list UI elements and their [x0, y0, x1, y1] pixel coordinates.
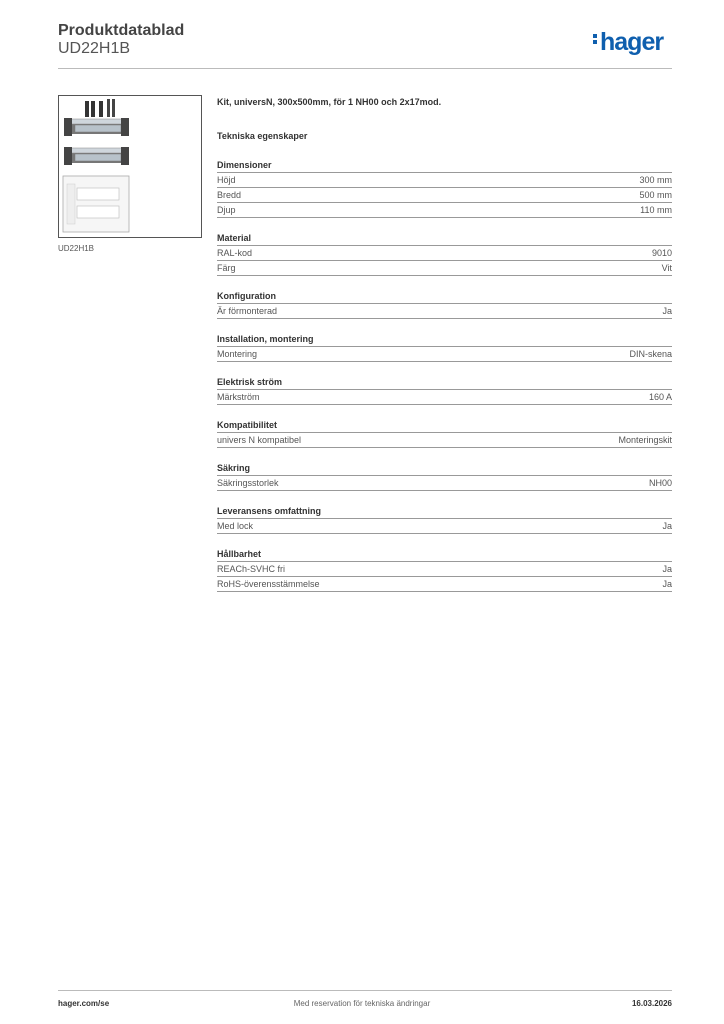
- spec-group: [217, 232, 672, 276]
- spec-value: 110 mm: [640, 205, 672, 215]
- spec-label: RAL-kod: [217, 248, 253, 258]
- spec-value: Ja: [662, 579, 672, 589]
- spec-row: [217, 203, 672, 218]
- spec-row: [217, 261, 672, 276]
- spec-group-title: Dimensioner: [217, 159, 672, 173]
- spec-row: [217, 188, 672, 203]
- spec-row: [217, 562, 672, 577]
- spec-row: [217, 173, 672, 188]
- spec-label: REACh-SVHC fri: [217, 564, 286, 574]
- spec-label: Märkström: [217, 392, 260, 402]
- spec-value: Vit: [661, 263, 672, 273]
- spec-value: 9010: [651, 248, 672, 258]
- spec-label: Djup: [217, 205, 236, 215]
- spec-group-title: Leveransens omfattning: [217, 505, 672, 519]
- hager-logo: [593, 28, 663, 57]
- spec-group-title: Kompatibilitet: [217, 419, 672, 433]
- spec-group: [217, 419, 672, 448]
- spec-groups: [217, 159, 672, 592]
- header-divider: [58, 68, 672, 69]
- product-code: UD22H1B: [58, 40, 131, 57]
- spec-row: [217, 390, 672, 405]
- spec-row: [217, 347, 672, 362]
- spec-group: [217, 548, 672, 592]
- spec-row: [217, 304, 672, 319]
- spec-row: [217, 476, 672, 491]
- spec-label: Färg: [217, 263, 236, 273]
- spec-label: Höjd: [217, 175, 236, 185]
- spec-group: [217, 159, 672, 218]
- spec-group-title: Material: [217, 232, 672, 246]
- spec-value: 300 mm: [639, 175, 672, 185]
- spec-group-title: Säkring: [217, 462, 672, 476]
- spec-label: RoHS-överensstämmelse: [217, 579, 320, 589]
- product-photo-icon: [59, 96, 201, 237]
- spec-group: [217, 462, 672, 491]
- footer-website: hager.com/se: [58, 999, 110, 1008]
- spec-label: Är förmonterad: [217, 306, 278, 316]
- spec-label: Montering: [217, 349, 258, 359]
- spec-group-title: Installation, montering: [217, 333, 672, 347]
- spec-group-title: Elektrisk ström: [217, 376, 672, 390]
- footer-date: 16.03.2026: [631, 999, 672, 1008]
- spec-value: NH00: [648, 478, 672, 488]
- spec-group: [217, 376, 672, 405]
- spec-value: 500 mm: [639, 190, 672, 200]
- footer-disclaimer: Med reservation för tekniska ändringar: [293, 999, 431, 1008]
- spec-group: [217, 333, 672, 362]
- spec-row: [217, 433, 672, 448]
- spec-group-title: Konfiguration: [217, 290, 672, 304]
- footer-divider: [58, 990, 672, 991]
- spec-label: Säkringsstorlek: [217, 478, 279, 488]
- spec-value: Ja: [662, 564, 672, 574]
- spec-value: Ja: [662, 306, 672, 316]
- spec-value: DIN-skena: [629, 349, 672, 359]
- spec-group-title: Hållbarhet: [217, 548, 672, 562]
- spec-value: Monteringskit: [618, 435, 672, 445]
- spec-row: [217, 519, 672, 534]
- spec-label: Bredd: [217, 190, 242, 200]
- spec-panel: [217, 97, 672, 592]
- spec-row: [217, 246, 672, 261]
- spec-label: Med lock: [217, 521, 254, 531]
- spec-value: Ja: [662, 521, 672, 531]
- spec-label: univers N kompatibel: [217, 435, 302, 445]
- product-description: Kit, universN, 300x500mm, för 1 NH00 och 2x17mod.: [217, 97, 442, 107]
- page-title: Produktdatablad: [58, 22, 185, 39]
- spec-group: [217, 505, 672, 534]
- spec-group: [217, 290, 672, 319]
- spec-value: 160 A: [648, 392, 672, 402]
- section-heading: Tekniska egenskaper: [217, 131, 308, 141]
- logo-dots-icon: [593, 32, 598, 46]
- product-image: [58, 95, 202, 238]
- spec-row: [217, 577, 672, 592]
- logo-text: hager: [600, 28, 664, 56]
- image-caption: UD22H1B: [58, 244, 95, 253]
